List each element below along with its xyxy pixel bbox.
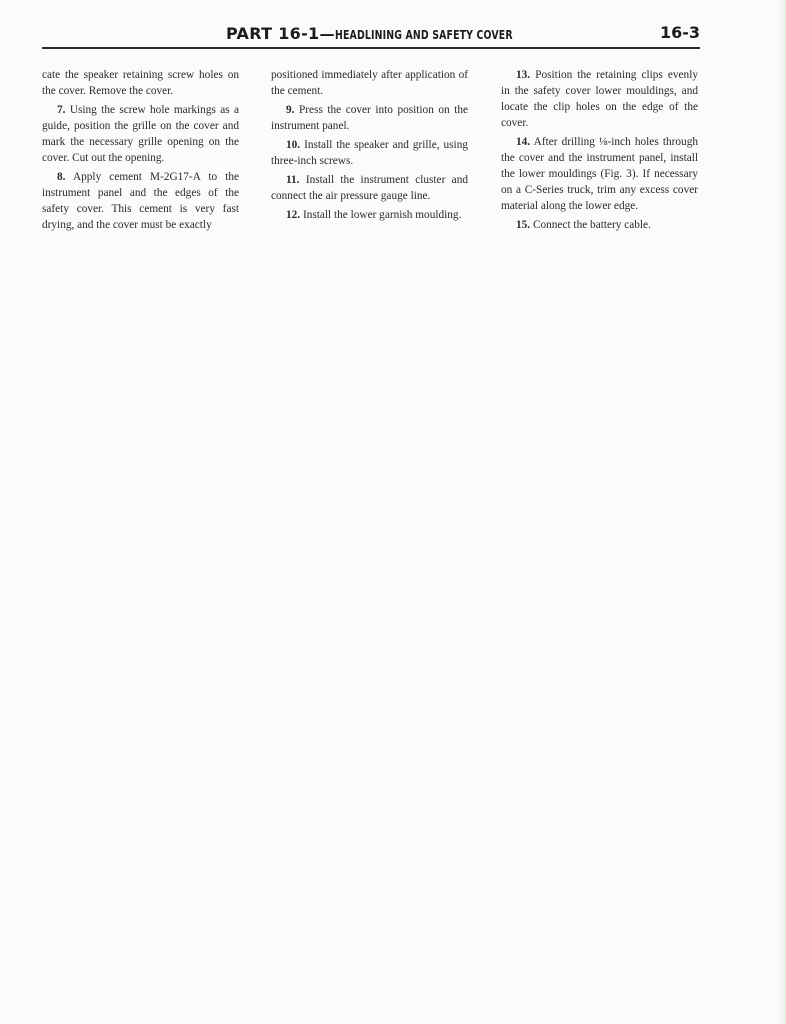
step-number: 9. [286, 104, 295, 116]
page-edge-shadow [776, 0, 786, 1024]
step-number: 11. [286, 174, 300, 186]
step-number: 15. [516, 219, 531, 231]
paragraph [501, 217, 698, 233]
text-column-3 [501, 67, 698, 236]
step-number: 7. [57, 104, 66, 116]
step-text: Install the speaker and grille, using three-inch screws. [271, 139, 468, 167]
header-rule [42, 47, 700, 49]
step-text: Connect the battery cable. [532, 219, 651, 231]
paragraph [271, 67, 468, 99]
page-number: 16-3 [659, 23, 700, 42]
step-text: Using the screw hole markings as a guide, position the grille on the cover and mark the necessary grille opening on the cover. Cut out the opening. [42, 104, 240, 164]
step-number: 13. [516, 69, 531, 81]
paragraph [501, 67, 698, 131]
section-subtitle: HEADLINING AND SAFETY COVER [334, 28, 513, 42]
step-number: 14. [516, 136, 531, 148]
step-text: Apply cement M-2G17-A to the instrument panel and the edges of the safety cover. This cement is very fast drying, and the cover must be exactly [42, 171, 240, 231]
paragraph [271, 137, 468, 169]
step-text: cate the speaker retaining screw holes on the cover. Remove the cover. [42, 69, 239, 97]
step-number: 12. [286, 209, 301, 221]
section-title [226, 24, 563, 43]
paragraph [42, 102, 239, 166]
paragraph [42, 67, 239, 99]
step-number: 8. [57, 171, 66, 183]
text-column-2 [271, 67, 468, 226]
step-text: Position the retaining clips evenly in the safety cover lower mouldings, and locate the clip holes on the edge of the cover. [501, 69, 698, 129]
step-text: Press the cover into position on the instrument panel. [271, 104, 468, 132]
paragraph [271, 102, 468, 134]
step-text: positioned immediately after application of the cement. [271, 69, 468, 97]
part-number: PART 16-1 [226, 24, 320, 43]
step-text: After drilling ⅛-inch holes through the cover and the instrument panel, install the lower mouldings (Fig. 3). If necessary on a C-Series truck, trim any excess cover material along the lower edge. [501, 136, 698, 212]
paragraph [42, 169, 239, 233]
paragraph [271, 207, 468, 223]
paragraph [271, 172, 468, 204]
title-dash: — [319, 25, 335, 43]
step-number: 10. [286, 139, 301, 151]
step-text: Install the lower garnish moulding. [302, 209, 462, 221]
step-text: Install the instrument cluster and connect the air pressure gauge line. [271, 174, 468, 202]
text-column-1 [42, 67, 239, 236]
page-header [42, 22, 700, 46]
paragraph [501, 134, 698, 214]
